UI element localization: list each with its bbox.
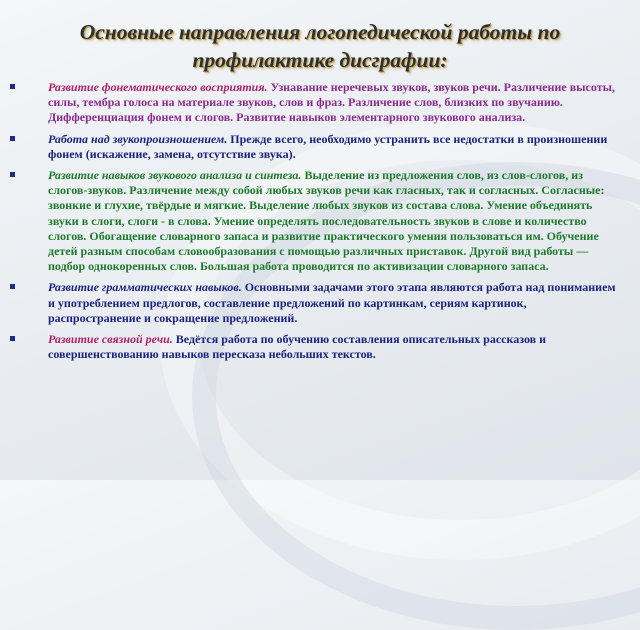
bullet-icon <box>10 336 15 341</box>
bullet-icon <box>10 84 15 89</box>
slide-title <box>0 18 640 74</box>
item-text: Узнавание неречевых звуков, звуков речи. Различение высоты, силы, тембра голоса на материале звуков, слов и фраз. Различение слов, близких по звучанию. Дифференциация фонем и слогов. Развитие навыков элементарного звукового анализа. <box>48 80 615 125</box>
bullet-icon <box>10 136 15 141</box>
list-item <box>10 332 622 362</box>
title-line-1: Основные направления логопедической работы по <box>79 20 561 44</box>
bullet-icon <box>10 284 15 289</box>
bullet-icon <box>10 172 15 177</box>
item-heading: Развитие грамматических навыков. <box>48 280 245 295</box>
item-heading: Развитие навыков звукового анализа и синтеза. <box>48 168 305 183</box>
list-item <box>10 280 622 326</box>
list-item <box>10 80 622 126</box>
item-text: Выделение из предложения слов, из слов-слогов, из слогов-звуков. Различение между собой любых звуков речи как гласных, так и согласных. Согласные: звонкие и глухие, твёрдые и мягкие. Выделение любых звуков из состава слова. Умение объединять звуки в слоги, слоги - в слова. Умение определять последовательность звуков в слове и количество слогов. Обогащение словарного запаса и развитие практического умения пользоваться им. Обучение детей разным способам словообразования с помощью различных приставок. Другой вид работы — подбор однокоренных слов. Большая работа проводится по активизации словарного запаса. <box>48 168 605 274</box>
list-item <box>10 168 622 274</box>
title-line-2: профилактике дисграфии: <box>192 48 448 72</box>
item-text: Ведётся работа по обучению составления описательных рассказов и совершенствованию навыков пересказа небольших текстов. <box>48 332 547 362</box>
list-item <box>10 132 622 162</box>
item-heading: Развитие связной речи. <box>48 332 176 347</box>
item-heading: Работа над звукопроизношением. <box>48 131 231 146</box>
item-text: Прежде всего, необходимо устранить все недостатки в произношении фонем (искажение, замена, отсутствие звука). <box>48 131 608 161</box>
bullet-list <box>10 80 622 368</box>
item-heading: Развитие фонематического восприятия. <box>48 80 271 94</box>
item-text: Основными задачами этого этапа являются работа над пониманием и употреблением предлогов, составление предложений по картинкам, сериям картинок, распространение и сокращение предложений. <box>48 280 616 325</box>
